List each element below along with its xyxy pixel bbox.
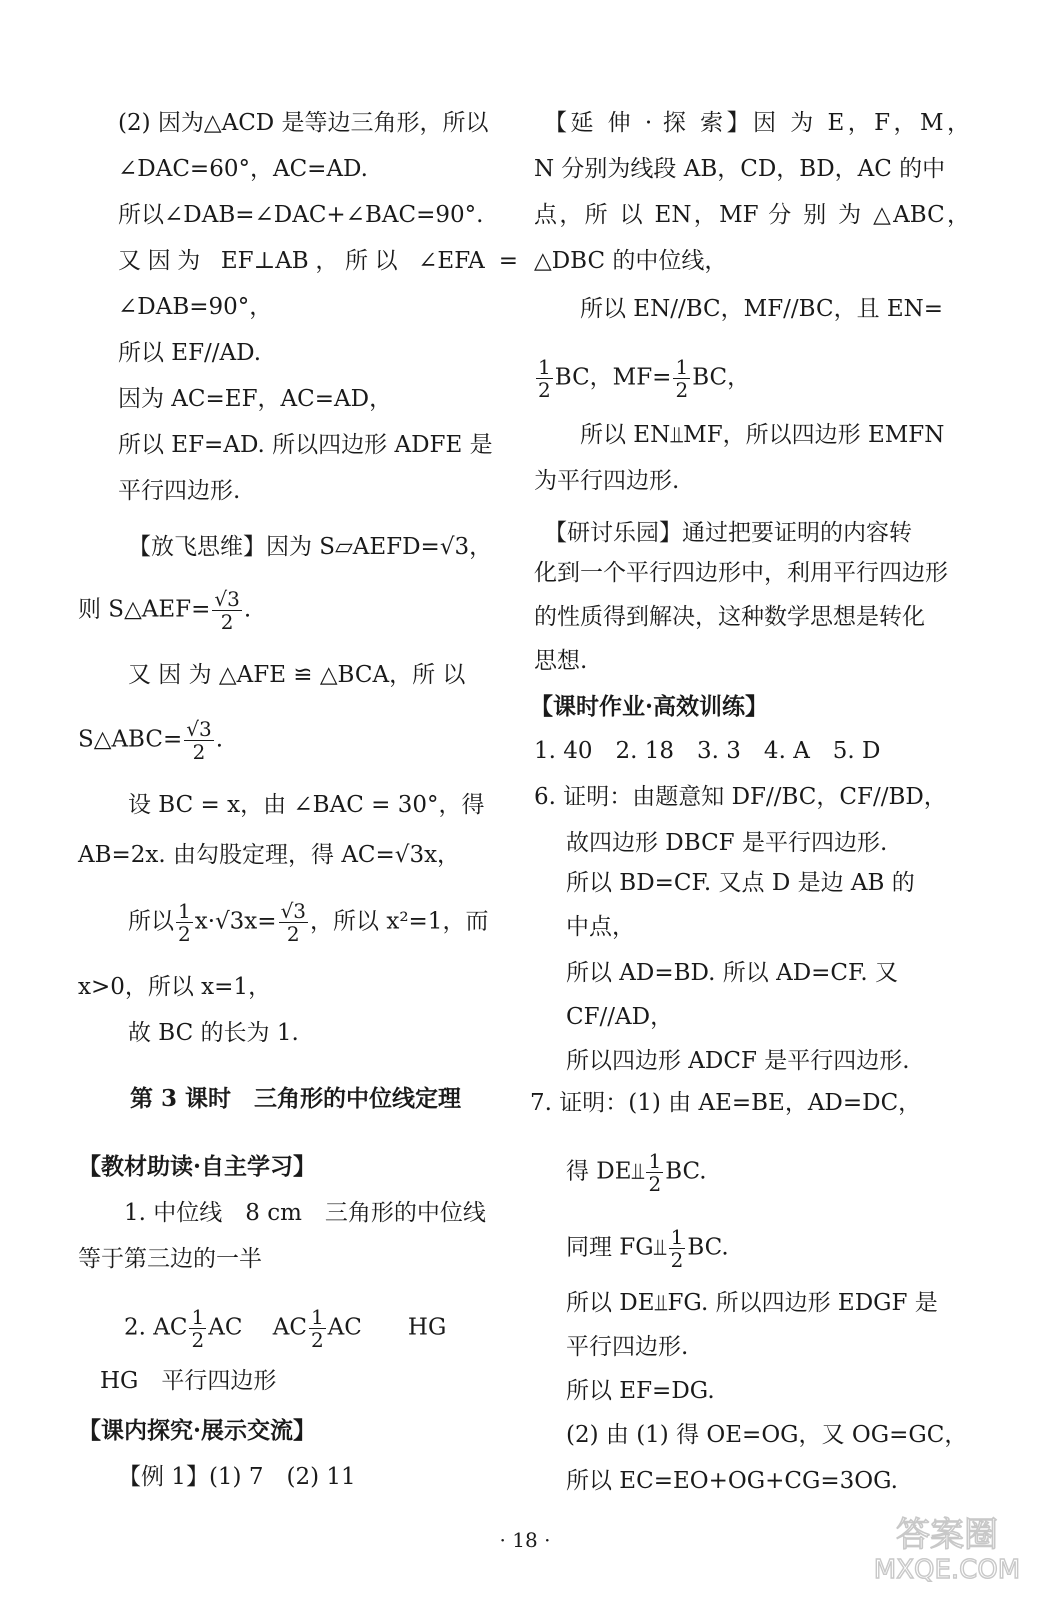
right-line	[530, 108, 970, 138]
fraction-numerator: 1	[310, 1305, 324, 1329]
text-run: AB=2x. 由勾股定理，得 AC=√3x，	[78, 842, 461, 868]
right-line	[534, 246, 727, 276]
fraction-numerator: √3	[280, 899, 307, 923]
fraction	[176, 900, 193, 945]
text-run: 平行四边形.	[118, 478, 241, 504]
right-line	[566, 1420, 967, 1450]
left-line	[128, 532, 492, 562]
text-run: 得 DE⫫	[566, 1158, 645, 1185]
right-line	[530, 692, 768, 722]
right-line	[566, 912, 635, 942]
text-run: 化到一个平行四边形中，利用平行四边形	[534, 560, 948, 586]
left-line	[124, 1198, 486, 1228]
text-run: BC.	[687, 1234, 729, 1261]
text-run: 设 BC = x，由 ∠BAC = 30°，得	[128, 792, 485, 818]
fraction-numerator: 1	[670, 1225, 684, 1249]
text-run: 【研讨乐园】通过把要证明的内容转	[544, 520, 912, 546]
text-run: 又因为 EF⊥AB，所以 ∠EFA =	[118, 248, 518, 274]
right-line	[566, 1332, 688, 1362]
fraction-denominator: 2	[178, 922, 191, 946]
right-line	[566, 958, 898, 988]
left-line	[78, 718, 223, 763]
right-line	[534, 782, 947, 812]
fraction	[646, 1150, 663, 1195]
fraction-numerator: √3	[214, 587, 240, 611]
text-run: 1. 40 2. 18 3. 3 4. A 5. D	[534, 738, 881, 764]
left-line	[128, 900, 488, 945]
left-line	[128, 790, 484, 820]
watermark-logo	[862, 1506, 1032, 1586]
right-line	[534, 602, 925, 632]
left-line	[118, 384, 392, 414]
text-run: HG 平行四边形	[100, 1368, 277, 1394]
fraction-numerator: 1	[675, 355, 689, 379]
left-line	[78, 1152, 316, 1182]
left-line	[118, 476, 240, 506]
text-run: 2. AC	[124, 1314, 188, 1341]
right-line	[544, 518, 912, 548]
left-line	[128, 1018, 299, 1048]
right-line	[534, 466, 679, 496]
fraction-denominator: 2	[286, 922, 300, 946]
left-line	[118, 200, 483, 230]
left-line	[78, 1416, 316, 1446]
fraction-numerator: 1	[648, 1149, 662, 1173]
text-run: 【放飞思维】因为 S▱AEFD=√3，	[128, 534, 493, 560]
fraction-numerator: 1	[191, 1305, 205, 1329]
left-line	[78, 588, 251, 633]
fraction	[279, 900, 308, 945]
left-line	[118, 338, 261, 368]
text-run: .	[215, 726, 224, 753]
left-line	[118, 1462, 356, 1492]
text-run: 中点，	[566, 914, 635, 940]
left-line	[78, 1244, 262, 1274]
right-line	[534, 558, 948, 588]
fraction-denominator: 2	[670, 1248, 684, 1272]
text-run: 所以 EC=EO+OG+CG=3OG.	[566, 1468, 898, 1494]
left-line	[124, 1306, 446, 1351]
left-line	[128, 660, 465, 690]
right-line	[534, 736, 881, 766]
text-run: 因为 AC=EF，AC=AD，	[118, 386, 393, 412]
text-run: CF//AD，	[566, 1004, 674, 1030]
text-run: 所以 EN//BC，MF//BC，且 EN=	[580, 296, 944, 322]
right-line	[566, 1466, 898, 1496]
left-line	[78, 246, 518, 276]
right-line	[580, 420, 944, 450]
fraction-numerator: 1	[178, 899, 191, 923]
text-run: 点，所 以 EN，MF 分 别 为 △ABC，	[534, 202, 970, 228]
left-line	[118, 292, 272, 322]
text-run: 1. 中位线 8 cm 三角形的中位线	[124, 1200, 486, 1226]
text-run: 为平行四边形.	[534, 468, 680, 494]
text-run: 【教材助读·自主学习】	[78, 1153, 317, 1180]
text-run: 所以	[128, 908, 174, 935]
text-run: 【例 1】(1) 7 (2) 11	[118, 1464, 356, 1490]
right-line	[566, 868, 915, 898]
text-run: N 分别为线段 AB，CD，BD，AC 的中	[534, 156, 946, 182]
text-run: △DBC 的中位线，	[534, 248, 728, 274]
text-run: 所以 EF=AD. 所以四边形 ADFE 是	[118, 432, 493, 458]
page-number: · 18 ·	[499, 1528, 551, 1552]
text-run: S△ABC=	[78, 726, 183, 753]
text-run: 等于第三边的一半	[78, 1246, 262, 1272]
right-line	[534, 646, 587, 676]
left-line	[118, 154, 368, 184]
text-run: AC AC	[208, 1314, 307, 1341]
text-run: 所以 BD=CF. 又点 D 是边 AB 的	[566, 870, 915, 896]
text-run: 又 因 为 △AFE ≌ △BCA，所 以	[128, 662, 466, 688]
text-run: 第 3 课时 三角形的中位线定理	[130, 1085, 462, 1112]
text-run: 【延 伸 · 探 索】因 为 E，F，M，	[544, 110, 970, 136]
fraction	[212, 588, 241, 633]
text-run: BC.	[665, 1158, 707, 1185]
fraction	[673, 356, 690, 401]
fraction-denominator: 2	[192, 740, 206, 764]
text-run: (2) 因为△ACD 是等边三角形，所以	[118, 110, 489, 136]
right-line	[534, 356, 750, 401]
text-run: .	[243, 596, 252, 623]
text-run: ∠DAC=60°，AC=AD.	[118, 156, 368, 182]
right-line	[566, 1150, 707, 1195]
right-line	[566, 828, 887, 858]
text-run: 【课内探究·展示交流】	[78, 1417, 317, 1444]
text-run: 所以∠DAB=∠DAC+∠BAC=90°.	[118, 202, 484, 228]
text-run: 7. 证明：(1) 由 AE=BE，AD=DC，	[530, 1090, 922, 1116]
left-line	[118, 108, 489, 138]
right-line	[566, 1226, 729, 1271]
text-run: ，所以 x²=1，而	[310, 908, 489, 935]
text-run: 【课时作业·高效训练】	[530, 693, 769, 720]
text-run: 所以 DE⫫FG. 所以四边形 EDGF 是	[566, 1290, 938, 1316]
right-line	[530, 200, 970, 230]
text-run: 故 BC 的长为 1.	[128, 1020, 299, 1046]
fraction	[309, 1306, 326, 1351]
text-run: 的性质得到解决，这种数学思想是转化	[534, 604, 925, 630]
right-line	[580, 294, 943, 324]
fraction	[669, 1226, 686, 1271]
fraction-denominator: 2	[648, 1172, 662, 1196]
watermark-bottom-text: MXQE.COM	[873, 1555, 1021, 1585]
text-run: 平行四边形.	[566, 1334, 689, 1360]
text-run: 所以四边形 ADCF 是平行四边形.	[566, 1048, 910, 1074]
text-run: 所以 EF=DG.	[566, 1378, 715, 1404]
right-line	[530, 1088, 921, 1118]
text-run: 则 S△AEF=	[78, 596, 211, 623]
fraction	[184, 718, 213, 763]
watermark-top-text: 答案圈	[896, 1515, 998, 1555]
fraction-denominator: 2	[220, 610, 234, 634]
fraction	[536, 356, 553, 401]
text-run: BC，MF=	[554, 364, 672, 391]
left-line	[78, 972, 271, 1002]
text-run: ∠DAB=90°，	[118, 294, 273, 320]
text-run: 同理 FG⫫	[566, 1234, 667, 1261]
text-run: AC HG	[327, 1314, 447, 1341]
text-run: 所以 EN⫫MF，所以四边形 EMFN	[580, 422, 945, 448]
right-line	[566, 1046, 910, 1076]
text-run: x·√3x=	[194, 908, 277, 935]
text-run: 6. 证明：由题意知 DF//BC，CF//BD，	[534, 784, 947, 810]
left-line	[130, 1084, 461, 1114]
right-line	[566, 1002, 673, 1032]
left-line	[100, 1366, 276, 1396]
left-line	[118, 430, 493, 460]
fraction-numerator: √3	[186, 717, 212, 741]
text-run: (2) 由 (1) 得 OE=OG，又 OG=GC，	[566, 1422, 968, 1448]
fraction-denominator: 2	[310, 1328, 324, 1352]
text-run: BC，	[692, 364, 751, 391]
fraction-denominator: 2	[191, 1328, 205, 1352]
text-run: 故四边形 DBCF 是平行四边形.	[566, 830, 888, 856]
text-run: 所以 AD=BD. 所以 AD=CF. 又	[566, 960, 899, 986]
fraction-denominator: 2	[538, 378, 551, 402]
right-line	[534, 154, 945, 184]
text-run: 思想.	[534, 648, 588, 674]
right-line	[566, 1288, 938, 1318]
fraction-denominator: 2	[675, 378, 689, 402]
left-line	[78, 840, 460, 870]
right-line	[566, 1376, 715, 1406]
fraction-numerator: 1	[538, 355, 551, 379]
text-run: 所以 EF//AD.	[118, 340, 262, 366]
text-run: x>0，所以 x=1，	[78, 974, 272, 1000]
fraction	[189, 1306, 206, 1351]
